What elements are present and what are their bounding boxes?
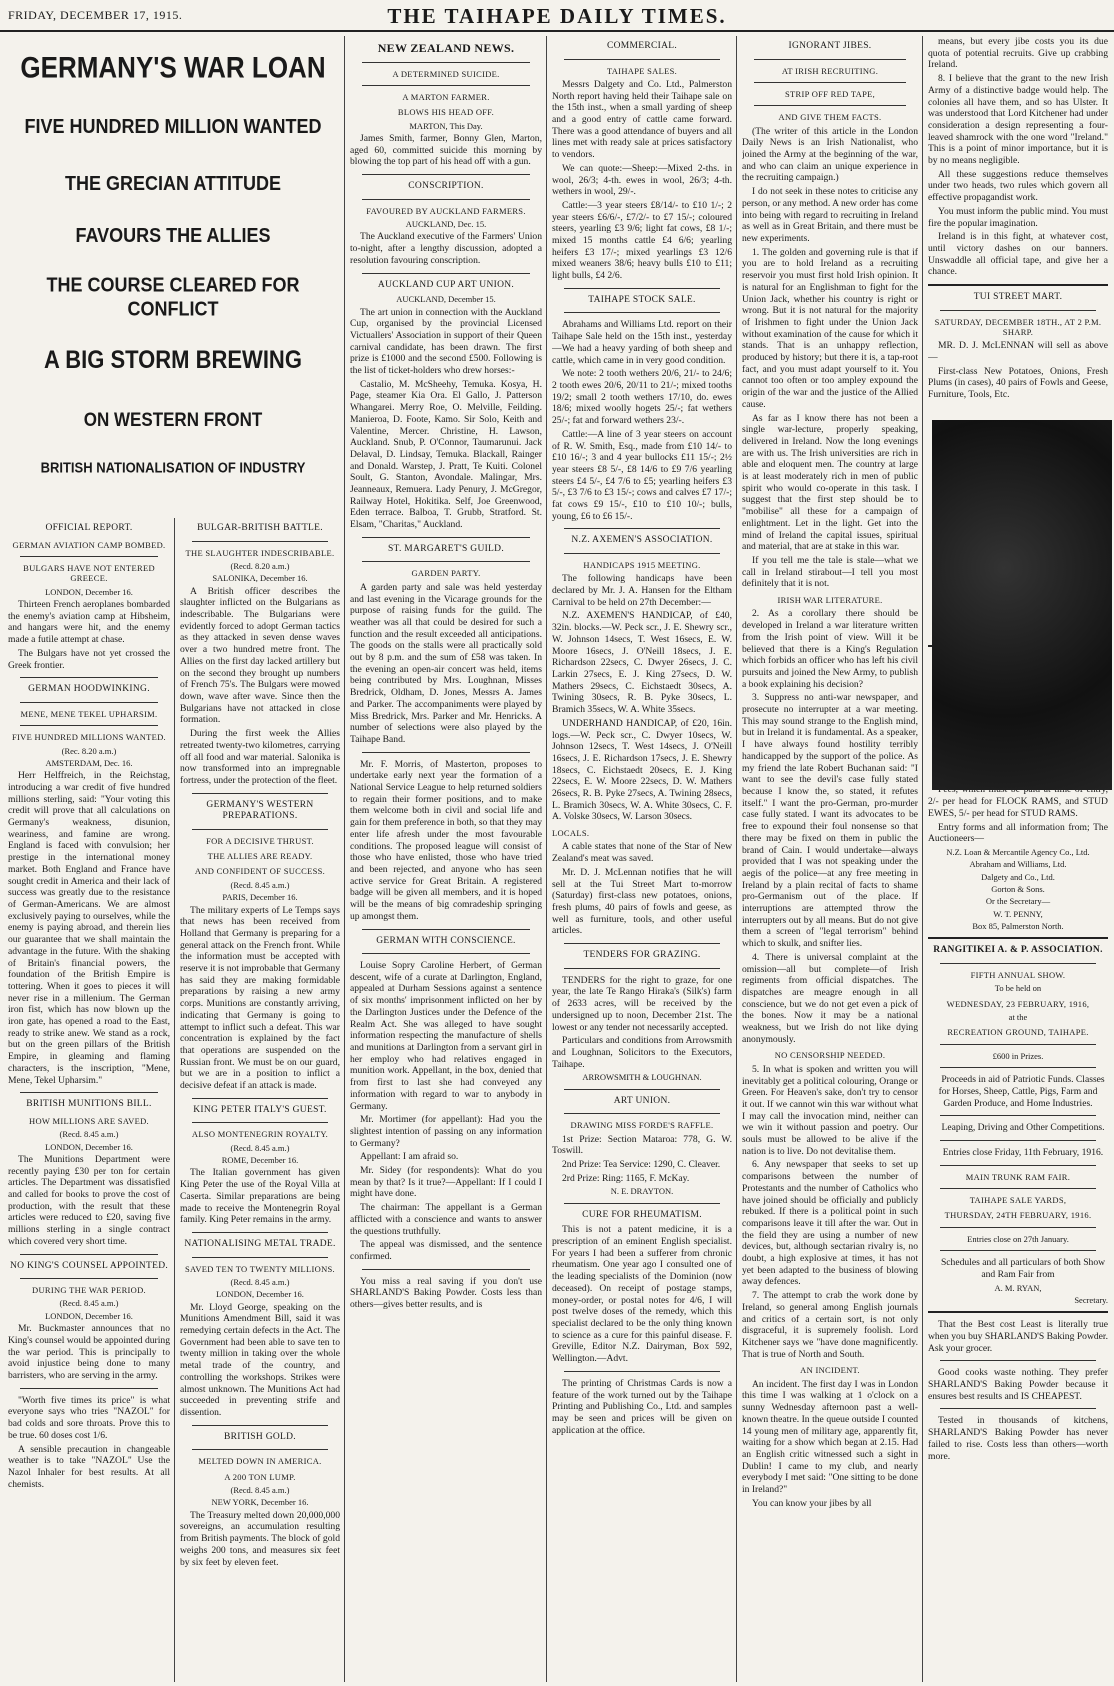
tui-date: SATURDAY, DECEMBER 18TH., AT 2 P.M. SHARP. bbox=[934, 316, 1102, 337]
art-union-head: ART UNION. bbox=[613, 1095, 671, 1106]
show-entries: Entries close Friday, 11th February, 1916. bbox=[942, 1146, 1104, 1158]
article-text: This is not a patent medicine, it is a prescription of an eminent English specialist. For years I had been a sufferer from chronic rheumatism. One year ago I consulted one of the leading specialists of the Dominion (now deceased). On receipt of postage stamps, money-order, or postal notes for 4/6, I will post twelve doses of the remedy, which this specialist declared to be the only thing known to science as a cure for this painful disease. F. Greville, Editor N.Z. Dairyman, Box 592, Wellington.—Advt. bbox=[552, 1224, 732, 1365]
received-time: (Recd. 8.45 a.m.) bbox=[230, 879, 290, 890]
lead-headlines bbox=[14, 40, 332, 480]
show-date: WEDNESDAY, 23 FEBRUARY, 1916, bbox=[946, 998, 1090, 1009]
article-text: The chairman: The appellant is a German afflicted with a conscience and wants to answer the questions truthfully. bbox=[350, 1202, 542, 1237]
dateline: LONDON, December 16. bbox=[45, 1310, 133, 1321]
facts-head: AND GIVE THEM FACTS. bbox=[778, 112, 882, 123]
article-text: An incident. The first day I was in London this time I was walking at 1 o'clock on a sunny Wednesday afternoon past a well-known theatre. In the queue outside I counted 14 young men of military age, apparently fit, waiting for a show which began at 2.15. Had an English critic witnessed such a sight in Dublin! I came to my club, and nearly everybody I met said: "One sitting to be done in Ireland?" bbox=[742, 1378, 918, 1496]
article-text: The Auckland executive of the Farmers' Union to-night, after a lengthy discussion, adopted a resolution favouring conscription. bbox=[350, 231, 542, 266]
mt-yards: TAIHAPE SALE YARDS, bbox=[969, 1195, 1067, 1206]
dateline: AUCKLAND, December 15. bbox=[396, 294, 496, 305]
article-text: 2. As a corollary there should be developed in Ireland a war literature written from the Irish point of view. Will it be believed that there is a King's Regulation which forbids an officer who has left his civil pursuits and joined the New Army, to publish a book explaining his decision? bbox=[742, 608, 918, 690]
fifth-show: FIFTH ANNUAL SHOW. bbox=[970, 970, 1066, 981]
article-text: Messrs Dalgety and Co. Ltd., Palmerston North report having held their Taihape sale on the 15th inst., when a small yarding of sheep and a good entry of cattle came forward. There was a good attendance of buyers and all lines met with ready sale at prices satisfactory to vendors. bbox=[552, 78, 732, 161]
thrust-head: FOR A DECISIVE THRUST. bbox=[206, 835, 314, 846]
auctioneer: Abraham and Williams, Ltd. bbox=[969, 859, 1067, 870]
prize-line: 2nd Prize: Tea Service: 1290, C. Cleaver. bbox=[562, 1159, 721, 1171]
article-text: Thirteen French aeroplanes bombarded the enemy's aviation camp at Hibsheim, and hangars were hit, and the enemy made a futile attempt at chase. bbox=[8, 599, 170, 646]
headline-course: THE COURSE CLEARED FOR CONFLICT bbox=[46, 272, 300, 320]
battle-head: BULGAR-BRITISH BATTLE. bbox=[197, 523, 323, 533]
lump-head: A 200 TON LUMP. bbox=[224, 1471, 296, 1482]
tui-text: First-class New Potatoes, Onions, Fresh Plums (in cases), 40 pairs of Fowls and Geese, Furniture, Tools, Etc. bbox=[928, 365, 1108, 401]
article-text: The printing of Christmas Cards is now a feature of the work turned out by the Taihape Printing and Publishing Co., Ltd. and samples may be seen and prices will be given on application at the office. bbox=[552, 1377, 732, 1436]
article-text: UNDERHAND HANDICAP, of £20, 16in. logs.—W. Peck scr., C. Dwyer 10secs, W. Johnson 12secs, T. West 14secs, J. O'Neill 16secs, J. E. Richardson 17secs, J. E. Shewry 18secs, C. Eichstaedt 20secs, E. J. King 22secs, E. W. Moore 22secs, D. W. Mathers 26secs, R. B. Pyke 27secs, A. Twining 28secs, L. Bramich 30secs, W. A. White 30secs, C. F. A. Volske 30secs, W. Larson 30secs. bbox=[552, 717, 732, 823]
nz-news-head: NEW ZEALAND NEWS. bbox=[377, 41, 515, 55]
dateline: LONDON, December 16. bbox=[45, 586, 133, 597]
nazol-ad: A sensible precaution in changeable weather is to take "NAZOL" Use the Nazol Inhaler for best results. At all chemists. bbox=[8, 1443, 170, 1490]
show-leaping: Leaping, Driving and Other Competitions. bbox=[941, 1122, 1105, 1134]
mt-close: Entries close on 27th January. bbox=[967, 1233, 1069, 1244]
prize-line: 2rd Prize: Ring: 1165, F. McKay. bbox=[562, 1172, 690, 1184]
melted-head: MELTED DOWN IN AMERICA. bbox=[198, 1456, 322, 1467]
peter-head: KING PETER ITALY'S GUEST. bbox=[193, 1104, 327, 1115]
mt-date: THURSDAY, 24TH FEBRUARY, 1916. bbox=[944, 1210, 1092, 1221]
rangitikei-head: RANGITIKEI A. & P. ASSOCIATION. bbox=[933, 945, 1103, 956]
mt-schedules: Schedules and all particulars of both Show and Ram Fair from bbox=[940, 1257, 1106, 1280]
article-text: (The writer of this article in the London Daily News is an Irish Nationalist, who joined the Army at the beginning of the war, and who can claim an unique experience in the recruiting campaign.) bbox=[742, 125, 918, 184]
german-conscience-head: GERMAN WITH CONSCIENCE. bbox=[376, 935, 516, 946]
sharland-ad: Tested in thousands of kitchens, SHARLAND'S Baking Powder has never failed to rise. Costs less than others—worth more. bbox=[928, 1415, 1108, 1462]
article-text: The following handicaps have been declared by Mr. J. A. Hansen for the Eltham Carnival to be held on 27th December:— bbox=[552, 573, 732, 608]
confident-head: AND CONFIDENT OF SUCCESS. bbox=[194, 866, 326, 877]
sharland-ad: You miss a real saving if you don't use SHARLAND'S Baking Powder. Costs less than others—gives better results, and is bbox=[350, 1275, 542, 1311]
dateline: AUCKLAND, Dec. 15. bbox=[405, 219, 487, 230]
article-text: A cable states that none of the Star of New Zealand's meat was saved. bbox=[552, 841, 732, 865]
article-text: Mr. F. Morris, of Masterton, proposes to undertake early next year the formation of a National Service League to help returned soldiers to regain their former positions, and to make them welcome both in civil and social life and gain for them preference in both, so that they may enter life afresh under the most favourable conditions. The proposed league will consist of those who have enlisted, those who have tried and been rejected, and anyone who has seen active service for Great Britain. A registered badge will be given all members, and it is hoped will be the means of big comradeship springing up amongst them. bbox=[350, 758, 542, 922]
masthead bbox=[0, 0, 1114, 32]
headline-five-hundred: FIVE HUNDRED MILLION WANTED bbox=[24, 114, 322, 138]
dateline: ROME, December 16. bbox=[221, 1155, 299, 1166]
show-proceeds: Proceeds in aid of Patriotic Funds. Classes for Horses, Sheep, Cattle, Pigs, Farm and Garden Produce, and Home Industries. bbox=[938, 1074, 1105, 1109]
article-text: Abrahams and Williams Ltd. report on their Taihape Sale held on the 15th inst., yesterday—We had a heavy yarding of both sheep and cattle, which came in in very good condition. bbox=[552, 319, 732, 366]
saved-ten-head: SAVED TEN TO TWENTY MILLIONS. bbox=[185, 1263, 335, 1274]
article-text: 5. In what is spoken and written you will inevitably get a political colouring, Orange or Green. For Heaven's sake, don't try to censor it out. If we cannot win this war without what I may call the invocation mind, neither can we win it without passion and poetry. Our souls must be allowed to be alive if the nation is to live. Do not devitalise them. bbox=[742, 1063, 918, 1157]
headline-nationalisation: BRITISH NATIONALISATION OF INDUSTRY bbox=[40, 458, 306, 477]
article-text: Herr Helffreich, in the Reichstag, introducing a war credit of five hundred millions sterling, said: "Your voting this credit will prove that all calculations on Germany's weakness, disunion, weariness, and famine are wrong. England is faced with convulsion; her prestige in the international money market. Both England and France have sought credit in America and their lack of success was greatly due to the resistance of German-Americans. We are almost exclusively paying to ourselves, while the enemy is paying abroad, and therein lies our guarantee that we shall maintain the advantage in the future. With the shaking of Britain's financial powers, the foundation of the British Empire is tottering. When it goes to pieces it will never rise in a millenium. The German iron fist, which has now blown up the iron gate, has opened a road to the East, ready to strike anew. We stand as a rock, but on the green pillars of the British Empire, in gleaming and flaming characters, is the inscription, "Mene, Mene, Tekel Upharsim." bbox=[8, 770, 170, 1086]
guild-head: ST. MARGARET'S GUILD. bbox=[387, 543, 505, 554]
saved-head: HOW MILLIONS ARE SAVED. bbox=[29, 1115, 149, 1126]
montenegrin-head: ALSO MONTENEGRIN ROYALTY. bbox=[191, 1129, 329, 1140]
received-time: (Recd. 8.45 a.m.) bbox=[230, 1484, 290, 1495]
literature-head: IRISH WAR LITERATURE. bbox=[777, 595, 883, 606]
suicide-head: A DETERMINED SUICIDE. bbox=[392, 68, 500, 79]
dateline: SALONIKA, December 16. bbox=[212, 573, 308, 584]
sales-head: TAIHAPE SALES. bbox=[606, 65, 678, 76]
received-time: (Recd. 8.20 a.m.) bbox=[230, 560, 290, 571]
headline-war-loan: GERMANY'S WAR LOAN bbox=[20, 49, 326, 85]
article-text: The Bulgars have not yet crossed the Greek frontier. bbox=[8, 647, 170, 671]
mene-head: MENE, MENE TEKEL UPHARSIM. bbox=[20, 708, 158, 719]
western-head: GERMANY'S WESTERN PREPARATIONS. bbox=[206, 799, 314, 822]
handicaps-head: HANDICAPS 1915 MEETING. bbox=[583, 560, 701, 570]
headline-storm: A BIG STORM BREWING bbox=[44, 345, 302, 374]
tui-text: MR. D. J. McLENNAN will sell as above— bbox=[928, 340, 1108, 364]
article-text: You must inform the public mind. You must fire the popular imagination. bbox=[928, 205, 1108, 229]
ticket-list: Castalio, M. McSheehy, Temuka. Kosya, H. Page, steamer Kia Ora. El Gallo, J. Patterson Whangarei. Merry Roe, O. Melville, Feilding. Manieroa, D. Foote, Kamo. Sir Solo, Keith and Valentine, Mercer. Christine, H. Lawson, Auckland. Snub, P. O'Connor, Taumarunui. Jack Delaval, D. Lindsay, Temuka. Blackall, Rainger and Donald. Warstep, J. Pratt, Te Kuiti. Colonel Soult, G. Stanton, Avondale. Malingar, Mrs. Jeanneaux, Remuera. Lady Penury, J. McGregor, Railway Hotel, Hokitika. Self, Joe Greenwood, Eden terrace. Balboa, T. Grubb, Stratford. St. Elsam, "Charitas," Auckland. bbox=[350, 378, 542, 531]
article-text: TENDERS for the right to graze, for one year, the late Te Rango Hiraka's (Silk's) farm of 2633 acres, will be received by the undersigned up to noon, December 21st. The lowest or any tender not necessarily accepted. bbox=[552, 974, 732, 1033]
dateline: MARTON, This Day. bbox=[409, 120, 483, 131]
sharland-ad: That the Best cost Least is literally true when you buy SHARLAND'S Baking Powder. Ask your grocer. bbox=[928, 1319, 1108, 1354]
hoodwinking-head: GERMAN HOODWINKING. bbox=[28, 684, 150, 695]
prize-line: 1st Prize: Section Mataroa: 778, G. W. Toswill. bbox=[552, 1133, 732, 1157]
gold-head: BRITISH GOLD. bbox=[224, 1431, 296, 1442]
article-text: means, but every jibe costs you its due quota of potential recruits. Give up crabbing Ireland. bbox=[928, 36, 1108, 71]
received-time: (Recd. 8.45 a.m.) bbox=[230, 1142, 290, 1153]
red-tape-head: STRIP OFF RED TAPE, bbox=[784, 88, 876, 99]
article-text: You can know your jibes by all bbox=[752, 1497, 872, 1509]
counsel-head: NO KING'S COUNSEL APPOINTED. bbox=[9, 1260, 169, 1271]
article-text: The art union in connection with the Auckland Cup, organised by the provincial Licensed Victuallers' Association in support of their Queen carnival candidate, has been drawn. The first prize is £1000 and the second £500. Following is the list of ticket-holders who drew horses:- bbox=[350, 306, 542, 377]
ram-forms: Entry forms and all information from; The Auctioneers— bbox=[928, 821, 1108, 845]
article-text: Ireland is in this fight, at whatever cost, until victory dashes on our banners. Unswaddle all official tape, and give her a chance. bbox=[928, 231, 1108, 278]
article-text: Mr. Sidey (for respondents): What do you mean by that? Is it true?—Appellant: If I could I might have done. bbox=[350, 1165, 542, 1200]
dateline: LONDON, December 16. bbox=[45, 1141, 133, 1152]
censorship-head: NO CENSORSHIP NEEDED. bbox=[774, 1050, 886, 1061]
millions-head: FIVE HUNDRED MILLIONS WANTED. bbox=[12, 732, 166, 743]
secretary-name: W. T. PENNY, bbox=[993, 908, 1043, 919]
rheumatism-head: CURE FOR RHEUMATISM. bbox=[582, 1209, 702, 1220]
column-1 bbox=[8, 518, 170, 1682]
mt-signature: A. M. RYAN, bbox=[994, 1282, 1042, 1293]
newspaper-title: THE TAIHAPE DAILY TIMES. bbox=[387, 4, 727, 28]
mt-secretary: Secretary. bbox=[1074, 1294, 1108, 1305]
article-text: N.Z. AXEMEN'S HANDICAP, of £40, 32in. blocks.—W. Peck scr., J. E. Shewry scr., W. Johnson 14secs, T. West 16secs, E. W. Moore 16secs, J. O'Neill 18secs, J. E. Richardson 22secs, C. Dwyer 26secs, J. C. Larkin 27secs, E. J. King 27secs, D. W. Mathers 29secs, C. Eichstaedt 30secs, A. Twining 30secs, R. B. Pyke 30secs, L. Bramich 35secs, W. A. White 35secs. bbox=[552, 610, 732, 716]
article-text: I do not seek in these notes to criticise any person, or any method. A new order has come into being with regard to recruiting in Ireland as well as in Great Britain, and there must be new experiments. bbox=[742, 186, 918, 244]
article-text: Louise Sopry Caroline Herbert, of German descent, wife of a curate at Darlington, England, appealed at Durham Sessions against a sentence of six months' imprisonment inflicted on her by the Darlington Justices under the Defence of the Realm Act. She was alleged to have sought information respecting the manufacture of shells and munitions at Darlington from a servant girl in her employ who had relatives engaged in munition work. Appellant, in the box, denied that from first to last she had conveyed any information with regard to war to anybody in Germany. bbox=[350, 960, 542, 1112]
article-text: Appellant: I am afraid so. bbox=[360, 1151, 459, 1163]
article-text: Mr. Mortimer (for appellant): Had you the slightest intention of passing on any information to Germany? bbox=[350, 1114, 542, 1149]
official-report: OFFICIAL REPORT. bbox=[45, 523, 133, 533]
article-text: The Treasury melted down 20,000,000 sovereigns, an accumulation resulting from British payments. The block of gold weighs 200 tons, and measures six feet by six feet by eleven feet. bbox=[180, 1509, 340, 1568]
during-head: DURING THE WAR PERIOD. bbox=[32, 1285, 146, 1296]
conscription-head: CONSCRIPTION. bbox=[408, 181, 484, 192]
received-time: (Recd. 8.45 a.m.) bbox=[59, 1129, 119, 1140]
article-text: Mr. Lloyd George, speaking on the Munitions Amendment Bill, said it was remedying certain defects in the Act. The Government had been able to save ten to twenty million in taking over the whole metal trade of the country, and controlling the workshops. Strikes were almost unknown. The Munitions Act had succeeded in preventing strife and dissention. bbox=[180, 1301, 340, 1418]
article-text: Cattle:—3 year steers £8/14/- to £10 1/-; 2 year steers £6/6/-, £7/2/- to £7 15/-; coloured steers, yearling £3 9/6; light fat cows, £8 1/-; mixed 15 months cattle £4 6/6; yearling heifers £3 17/-; mixed yearlings £3 12/6 mixed weaners 38/6; heavy bulls £10 to £11; light bulls, £4 2/6. bbox=[552, 199, 732, 282]
article-text: The military experts of Le Temps says that news has been received from Holland that Germany is preparing for a general attack on the French front. While the information must be accepted with reserve it is not improbable that Germany has said they are making formidable preparations by raising a new army corps. Munitions are constantly arriving, indicating that Germany is going to attempt to inflict such a defeat. This war concentration is explained by the fact that operations are suspended on the Russian front. We must be on our guard, but we are in a position to inflict a decisive defeat if an attack is made. bbox=[180, 904, 340, 1092]
tui-mart-head: TUI STREET MART. bbox=[973, 292, 1063, 303]
column-5 bbox=[742, 36, 918, 1682]
metal-head: NATIONALISING METAL TRADE. bbox=[184, 1238, 336, 1249]
issue-date: FRIDAY, DECEMBER 17, 1915. bbox=[8, 8, 183, 22]
dateline: PARIS, December 16. bbox=[222, 892, 298, 903]
article-text: 7. The attempt to crab the work done by Ireland, so general among English journals and critics of a certain sort, is not only disgraceful, it is supremely foolish. Lord Kitchener says we "have done magnificently. That is true of North and South. bbox=[742, 1290, 918, 1360]
show-ground: RECREATION GROUND, TAIHAPE. bbox=[947, 1027, 1089, 1038]
nazol-ad: "Worth five times its price" is what everyone says who tries "NAZOL" for bad colds and sore throats. Prove this to be true. 60 doses cost 1/6. bbox=[8, 1394, 170, 1441]
axemen-head: N.Z. AXEMEN'S ASSOCIATION. bbox=[571, 535, 713, 546]
article-text: Particulars and conditions from Arrowsmith and Loughnan, Solicitors to the Executors, Taihape. bbox=[552, 1035, 732, 1070]
article-text: Mr. D. J. McLennan notifies that he will sell at the Tui Street Mart to-morrow (Saturday) first-class new potatoes, onions, fresh plums, 40 pairs of fowls and geese, as well as furniture, tools, and other useful articles. bbox=[552, 866, 732, 937]
article-text: A British officer describes the slaughter inflicted on the Bulgarians as indescribable. The Bulgarians were evidently forced to adopt German tactics as they attacked in seven dense waves over a two hundred metre front. The Allies on the first day lacked artillery but on the second they brought up numbers of French 75's. The Bulgars were mowed down, wave after wave. Since then the Bulgarians have not attacked in close formation. bbox=[180, 585, 340, 726]
article-text: As far as I know there has not been a single war-lecture, properly speaking, delivered in Ireland. Now the long evenings are with us. The Irish universities are rich in able and eloquent men. The country at large is at least moderately rich in men of public spirit who would co-operate in this task. I suggest that the first step should be to "mobilise" all these for a campaign of enlightment. Let in the light. Get into the mind of Ireland the capital issues, spiritual and material, that are at stake in this war. bbox=[742, 412, 918, 553]
sharland-ad: Good cooks waste nothing. They prefer SHARLAND'S Baking Powder because it ensures best results and IS CHEAPEST. bbox=[928, 1367, 1108, 1402]
main-trunk-head: MAIN TRUNK RAM FAIR. bbox=[965, 1171, 1071, 1182]
headline-grecian: THE GRECIAN ATTITUDE bbox=[65, 171, 281, 195]
incident-head: AN INCIDENT. bbox=[800, 1365, 860, 1376]
received-time: (Recd. 8.45 a.m.) bbox=[230, 1276, 290, 1287]
blows-head: BLOWS HIS HEAD OFF. bbox=[397, 107, 495, 118]
auctioneer: Gorton & Sons. bbox=[991, 884, 1045, 894]
article-text: If you tell me the tale is stale—what we call in Ireland stirabout—I tell you most definitely that it is not. bbox=[742, 554, 918, 590]
column-6 bbox=[928, 36, 1108, 1682]
farmer-head: A MARTON FARMER. bbox=[402, 91, 490, 102]
ink-stain bbox=[932, 420, 1112, 790]
commercial-head: COMMERCIAL. bbox=[606, 41, 678, 51]
dateline: NEW YORK, December 16. bbox=[211, 1497, 309, 1508]
ram-fees: 2/- per head for FLOCK RAMS, and STUD EWES, 5/- per head for STUD RAMS. bbox=[928, 796, 1108, 819]
article-text: James Smith, farmer, Bonny Glen, Marton, aged 60, committed suicide this morning by blowing the top part of his head off with a gun. bbox=[350, 133, 542, 168]
auctioneer: Or the Secretary— bbox=[985, 896, 1051, 907]
show-prizes: £600 in Prizes. bbox=[992, 1050, 1044, 1061]
article-text: Cattle:—A line of 3 year steers on account of R. W. Smith, Esq., made from £10 14/- to £10 16/-; 3 and 4 year bullocks £11 15/-; 2½ year steers £8 5/-, £8 14/6 to £9 7/6 yearling steers £4 5/-, £4 7/6 to £5; yearling heifers £3 5/-, £3 7/6 to £3 15/-; cows and calves £7 17/-; fat cows £9 15/-, £10 to £10 10/-; bulls, young, £6 to £6 15/-. bbox=[552, 428, 732, 522]
slaughter-head: THE SLAUGHTER INDESCRIBABLE. bbox=[185, 547, 335, 558]
allies-ready-head: THE ALLIES ARE READY. bbox=[207, 851, 313, 862]
headline-favours: FAVOURS THE ALLIES bbox=[75, 223, 271, 247]
held-on: To be held on bbox=[994, 983, 1042, 994]
at-the: at the bbox=[1008, 1012, 1028, 1023]
received-time: (Recd. 8.45 a.m.) bbox=[59, 1298, 119, 1309]
aviation-head: GERMAN AVIATION CAMP BOMBED. bbox=[12, 539, 166, 550]
garden-head: GARDEN PARTY. bbox=[411, 568, 481, 579]
dateline: LONDON, December 16. bbox=[216, 1289, 304, 1300]
article-text: All these suggestions reduce themselves under two heads, two rules which govern all effective propagandist work. bbox=[928, 168, 1108, 204]
favoured-head: FAVOURED BY AUCKLAND FARMERS. bbox=[366, 205, 526, 216]
auctioneer: N.Z. Loan & Mercantile Agency Co., Ltd. bbox=[946, 846, 1090, 857]
article-text: 6. Any newspaper that seeks to set up comparisons between the number of Protestants and the number of Catholics who have joined should be officially and publicly rebuked. If there is a political point in such comparisons leave it till after the war. Out in the field they are using a number of new devices, but, although sectarian rivalry is, no doubt, a high explosive at times, it has not yet been adapted to the business of blowing away defences. bbox=[742, 1159, 918, 1288]
tender-head: TENDERS FOR GRAZING. bbox=[583, 950, 701, 961]
article-text: A garden party and sale was held yesterday and last evening in the Vicarage grounds for the purpose of raising funds for the guild. The weather was all that could be desired for such a function and the result exceeded all anticipations. The goods on the stalls were all practically sold out by 8 p.m. and the sum of £58 was taken. In the evening an open-air concert was held, items being contributed by Mrs. Loughnan, Misses Bredrick, Oldham, D. Jones, Messrs A. James and Parker. The accompaniments were played by Miss Bredrick, Mrs. Parker and Mr. Henricks. A number of selections were also played by the Taihape Band. bbox=[350, 581, 542, 745]
secretary-address: Box 85, Palmerston North. bbox=[972, 921, 1064, 932]
locals-head: LOCALS. bbox=[552, 828, 590, 839]
munitions-head: BRITISH MUNITIONS BILL. bbox=[26, 1099, 152, 1110]
bulgars-head: BULGARS HAVE NOT ENTERED GREECE. bbox=[23, 562, 155, 584]
article-text: We note: 2 tooth wethers 20/6, 21/- to 24/6; 2 tooth ewes 20/6, 20/11 to 21/-; mixed tooths 19/2; small 2 tooth wethers 17/10, do. ewes 18/6; mixed woolly hogets 25/-; fat wethers 25/-; fat and forward wethers 23/-. bbox=[552, 368, 732, 427]
article-text: 1. The golden and governing rule is that if you are to hold Ireland as a recruiting reservoir you must first hold Irish opinion. It is natural for an Englishman to fight for the Union Jack, whether his country is right or wrong. But it is not natural for the majority of Irishmen to fight under the Union Jack without examination of the cause for which it stands. That is an unhappy reflection, produced by history; but there it is, a tap-root fact, and you must adapt yourself to it. You cannot too often or too ampley expound the origin of the war and the justice of the Allied cause. bbox=[742, 246, 918, 410]
article-text: 8. I believe that the grant to the new Irish Army of a distinctive badge would help. The colonies all have them, and so has Ulster. It was understood that Lord Kitchener had under consideration a design representing a four-leaved shamrock with the one word "Ireland." This is a point of minor importance, but it is by no means negligible. bbox=[928, 73, 1108, 167]
column-4 bbox=[552, 36, 732, 1682]
raffle-head: DRAWING MISS FORDE'S RAFFLE. bbox=[570, 1120, 714, 1131]
column-3 bbox=[350, 36, 542, 1682]
received-time: (Rec. 8.20 a.m.) bbox=[61, 745, 117, 756]
article-text: The Munitions Department were recently paying £30 per ton for certain articles. The Department was dissatisfied and called for books to prove the cost of production, with the result that these articles were reduced to £20, saving five millions sterling in a single contract which covered very short time. bbox=[8, 1153, 170, 1247]
article-text: During the first week the Allies retreated twenty-two kilometres, carrying off all food and war material. Salonika is now transformed into an impregnable fortress, under the protection of the fleet. bbox=[180, 728, 340, 786]
auctioneer: Dalgety and Co., Ltd. bbox=[981, 871, 1055, 882]
art-signature: N. E. DRAYTON. bbox=[610, 1186, 674, 1197]
recruiting-head: AT IRISH RECRUITING. bbox=[781, 65, 879, 76]
headline-western: ON WESTERN FRONT bbox=[83, 408, 263, 431]
article-text: 4. There is universal complaint at the omission—all but complete—of Irish regiments from official dispatches. The dispatches are meagre enough in all conscience, but we do not get even a pick of the bones. Now it may be a national weakness, but we Irish do not like dying anonymously. bbox=[742, 951, 918, 1045]
dateline: AMSTERDAM, Dec. 16. bbox=[45, 757, 133, 768]
article-text: The Italian government has given King Peter the use of the Royal Villa at Caserta. Similar preparations are being made to receive the Montenegrin Royal family. King Peter remains in the army. bbox=[180, 1167, 340, 1226]
article-text: The appeal was dismissed, and the sentence confirmed. bbox=[350, 1239, 542, 1262]
jibes-head: IGNORANT JIBES. bbox=[788, 41, 872, 51]
article-text: Mr. Buckmaster announces that no King's counsel would be appointed during the war period. This is principally to avoid injustice being done to many barristers, who are serving in the army. bbox=[8, 1323, 170, 1381]
article-text: We can quote:—Sheep:—Mixed 2-ths. in wool, 26/3; 4-th. ewes in wool, 26/3; 4-th. wethers in wool, 29/-. bbox=[552, 162, 732, 198]
column-2 bbox=[180, 518, 340, 1682]
tender-signature: ARROWSMITH & LOUGHNAN. bbox=[582, 1072, 702, 1083]
stock-head: TAIHAPE STOCK SALE. bbox=[588, 294, 696, 305]
cup-head: AUCKLAND CUP ART UNION. bbox=[377, 279, 515, 290]
article-text: 3. Suppress no anti-war newspaper, and prosecute no interrupter at a war meeting. This may sound strange to the English mind, but in Ireland it is fundamental. As a speaker, I have always found hostility terribly handicapped by the support of the police. As my friend the late Robert Buchanan said: "I want to see the devil's case fully stated because I know the, so stated, it refutes itself." I want the pro-German, pro-murder case fully stated. I want its advocates to be free to expound their foul nonsense so that there may be fixed on them in public the brand of Cain. I would undertake—always provided that I was not speaking under the aegis of the police—at any free meeting in Ireland by a plain recital of facts to shame pro-Germanism out of the place. If interruptions are attempted throw the interrupters out by all means. But do not give them a screen of "legal terrorism" behind which to skulk, and snifter lies. bbox=[742, 692, 918, 950]
